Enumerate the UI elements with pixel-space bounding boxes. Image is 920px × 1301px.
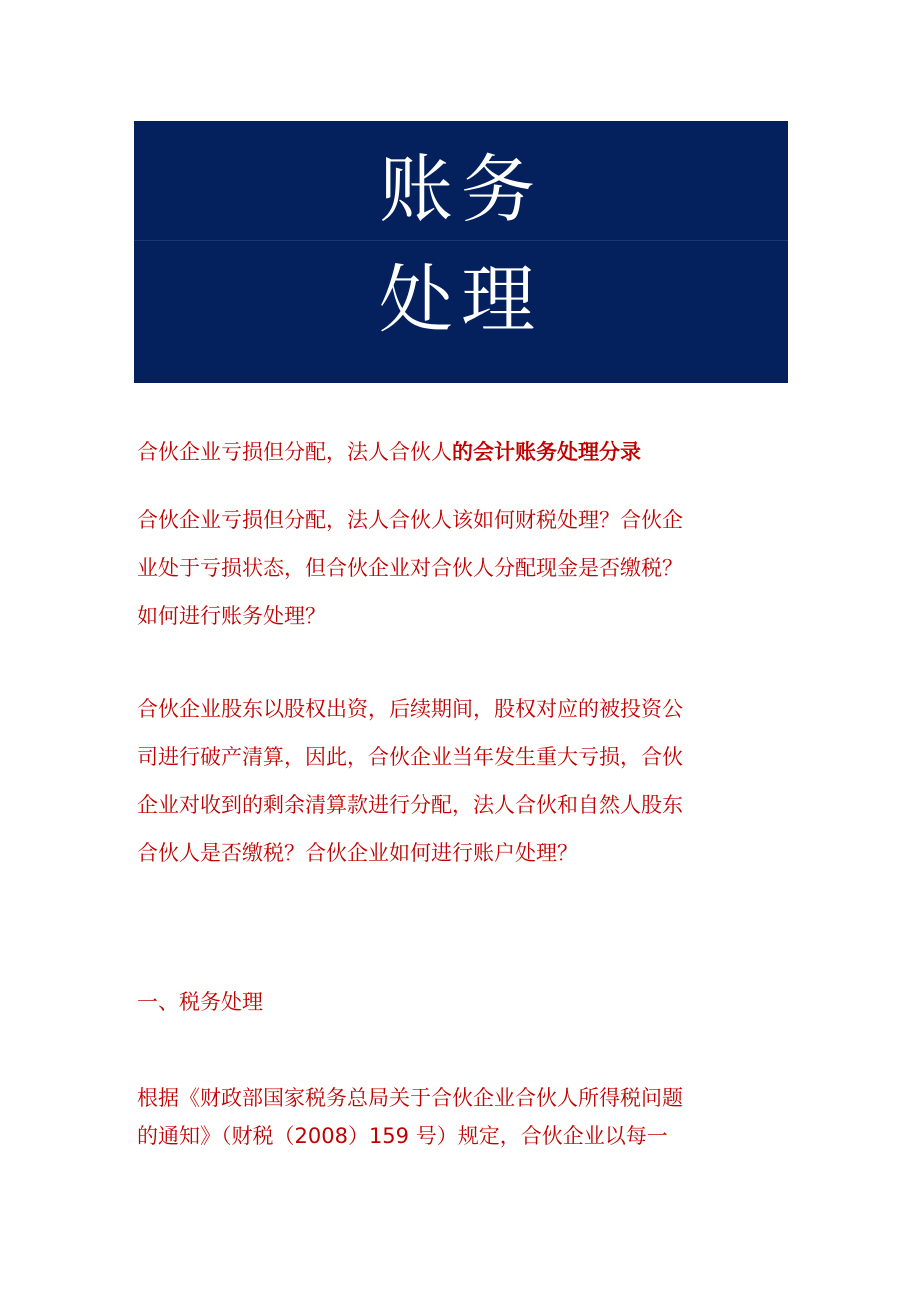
paragraph-line: 合伙人是否缴税？合伙企业如何进行账户处理？ (137, 841, 578, 865)
section-heading-tax: 一、税务处理 (137, 990, 263, 1014)
banner-divider (134, 240, 788, 241)
paragraph-background (137, 685, 793, 877)
paragraph-regulation (137, 1079, 793, 1155)
banner-title-line-1: 账务 (379, 147, 543, 233)
paragraph-line: 的通知》（财税（2008）159 号）规定，合伙企业以每一 (137, 1124, 668, 1148)
paragraph-line: 如何进行账务处理？ (137, 604, 326, 628)
banner-title-line-2: 处理 (379, 257, 543, 343)
paragraph-line: 合伙企业股东以股权出资，后续期间，股权对应的被投资公 (137, 697, 683, 721)
article-title-bold: 的会计账务处理分录 (452, 440, 641, 464)
paragraph-line: 业处于亏损状态，但合伙企业对合伙人分配现金是否缴税？ (137, 556, 683, 580)
paragraph-line: 根据《财政部国家税务总局关于合伙企业合伙人所得税问题 (137, 1086, 683, 1110)
paragraph-intro (137, 496, 793, 640)
title-banner (134, 121, 788, 383)
paragraph-line: 企业对收到的剩余清算款进行分配，法人合伙和自然人股东 (137, 793, 683, 817)
paragraph-line: 合伙企业亏损但分配，法人合伙人该如何财税处理？合伙企 (137, 508, 683, 532)
article-title (137, 428, 793, 476)
article-title-normal: 合伙企业亏损但分配，法人合伙人 (137, 440, 452, 464)
paragraph-line: 司进行破产清算，因此，合伙企业当年发生重大亏损，合伙 (137, 745, 683, 769)
